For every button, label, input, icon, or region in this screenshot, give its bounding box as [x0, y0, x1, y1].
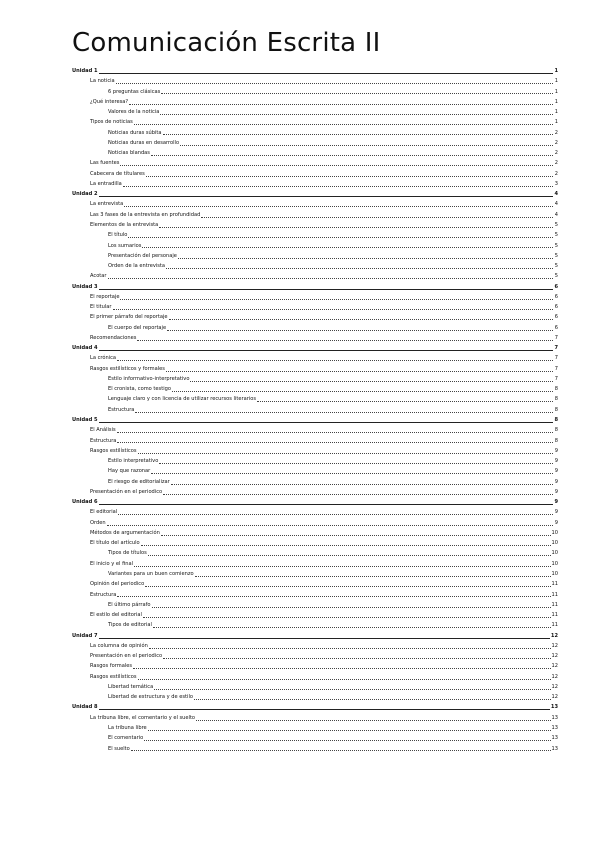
- toc-entry-label: La crónica: [90, 355, 117, 362]
- toc-dot-leader: [148, 555, 551, 556]
- toc-entry-label: El primer párrafo del reportaje: [90, 314, 168, 321]
- toc-entry-label: 6 preguntas clásicas: [108, 88, 161, 95]
- toc-page-number: 12: [550, 632, 558, 639]
- toc-entry[interactable]: [72, 312, 558, 322]
- toc-entry[interactable]: [72, 282, 558, 292]
- toc-entry-label: Recomendaciones: [90, 334, 137, 341]
- toc-dot-leader: [99, 350, 553, 351]
- toc-entry[interactable]: [72, 651, 558, 661]
- toc-entry[interactable]: [72, 343, 558, 353]
- toc-dot-leader: [180, 145, 553, 146]
- toc-entry-label: El editorial: [90, 509, 118, 516]
- toc-page-number: 1: [554, 67, 558, 74]
- toc-page-number: 12: [551, 642, 558, 649]
- toc-page-number: 11: [551, 581, 558, 588]
- toc-page-number: 4: [554, 211, 558, 218]
- toc-entry-label: Unidad 7: [72, 632, 98, 639]
- toc-entry-label: Noticias duras en desarrollo: [108, 139, 180, 146]
- toc-page-number: 7: [554, 365, 558, 372]
- toc-entry[interactable]: [72, 271, 558, 281]
- toc-entry[interactable]: [72, 251, 558, 261]
- toc-entry-label: Presentación del personaje: [108, 252, 177, 259]
- toc-dot-leader: [141, 545, 551, 546]
- toc-page-number: 13: [551, 724, 558, 731]
- toc-entry-label: Orden: [90, 519, 106, 526]
- toc-entry-label: Rasgos estilísticos: [90, 673, 137, 680]
- toc-entry-label: El cuerpo del reportaje: [108, 324, 167, 331]
- toc-entry-label: Rasgos formales: [90, 663, 133, 670]
- toc-dot-leader: [151, 473, 553, 474]
- toc-dot-leader: [159, 463, 553, 464]
- toc-entry-label: Tipos de títulos: [108, 550, 147, 557]
- toc-entry-label: La columna de opinión: [90, 642, 148, 649]
- toc-page-number: 10: [551, 550, 558, 557]
- toc-page-number: 9: [554, 468, 558, 475]
- toc-entry-label: Unidad 1: [72, 67, 98, 74]
- toc-page-number: 11: [551, 612, 558, 619]
- toc-page-number: 6: [554, 324, 558, 331]
- toc-dot-leader: [172, 391, 553, 392]
- toc-entry[interactable]: [72, 158, 558, 168]
- toc-entry-label: Métodos de argumentación: [90, 529, 160, 536]
- toc-page-number: 13: [551, 735, 558, 742]
- toc-entry-label: Estructura: [90, 437, 117, 444]
- toc-page-number: 12: [551, 694, 558, 701]
- toc-entry-label: El titular: [90, 304, 112, 311]
- toc-dot-leader: [129, 104, 553, 105]
- toc-dot-leader: [118, 514, 553, 515]
- toc-page-number: 6: [554, 283, 558, 290]
- toc-page-number: 11: [551, 622, 558, 629]
- toc-page-number: 6: [554, 293, 558, 300]
- toc-entry-label: Rasgos estilísticos: [90, 447, 137, 454]
- toc-page-number: 9: [554, 458, 558, 465]
- toc-page-number: 5: [554, 232, 558, 239]
- toc-page-number: 11: [551, 601, 558, 608]
- toc-entry[interactable]: [72, 538, 558, 548]
- toc-dot-leader: [144, 740, 550, 741]
- toc-dot-leader: [107, 525, 553, 526]
- toc-page-number: 10: [551, 529, 558, 536]
- toc-dot-leader: [167, 330, 553, 331]
- toc-dot-leader: [169, 319, 553, 320]
- toc-entry-label: El inicio y el final: [90, 560, 134, 567]
- toc-page-number: 5: [554, 242, 558, 249]
- toc-dot-leader: [146, 176, 553, 177]
- toc-entry[interactable]: [72, 230, 558, 240]
- toc-page-number: 8: [554, 427, 558, 434]
- toc-dot-leader: [108, 278, 553, 279]
- toc-entry-label: Hay que razonar: [108, 468, 151, 475]
- toc-dot-leader: [154, 689, 550, 690]
- toc-dot-leader: [99, 422, 553, 423]
- toc-dot-leader: [123, 186, 553, 187]
- toc-entry[interactable]: [72, 107, 558, 117]
- toc-entry-label: Presentación en el periodico: [90, 488, 163, 495]
- toc-page-number: 8: [554, 406, 558, 413]
- toc-dot-leader: [99, 289, 553, 290]
- toc-entry[interactable]: [72, 333, 558, 343]
- toc-dot-leader: [128, 237, 553, 238]
- toc-entry[interactable]: [72, 169, 558, 179]
- toc-dot-leader: [153, 627, 551, 628]
- toc-entry[interactable]: [72, 292, 558, 302]
- toc-dot-leader: [163, 134, 553, 135]
- toc-entry-label: La tribuna libre, el comentario y el suelto: [90, 714, 196, 721]
- toc-page-number: 7: [554, 375, 558, 382]
- toc-entry-label: Valores de la noticia: [108, 109, 160, 116]
- toc-page-number: 5: [554, 252, 558, 259]
- toc-entry-label: El Análisis: [90, 427, 116, 434]
- toc-entry-label: Unidad 4: [72, 345, 98, 352]
- toc-entry[interactable]: [72, 128, 558, 138]
- toc-entry[interactable]: [72, 518, 558, 528]
- toc-entry[interactable]: [72, 138, 558, 148]
- toc-page-number: 12: [551, 663, 558, 670]
- toc-entry[interactable]: [72, 456, 558, 466]
- toc-entry[interactable]: [72, 713, 558, 723]
- toc-dot-leader: [117, 360, 553, 361]
- toc-dot-leader: [99, 196, 553, 197]
- toc-entry-label: Opinión del periodico: [90, 581, 145, 588]
- toc-entry[interactable]: [72, 672, 558, 682]
- toc-page-number: 9: [554, 478, 558, 485]
- toc-dot-leader: [99, 73, 553, 74]
- toc-page-number: 4: [554, 191, 558, 198]
- toc-entry[interactable]: [72, 559, 558, 569]
- toc-entry[interactable]: [72, 374, 558, 384]
- toc-page-number: 2: [554, 139, 558, 146]
- toc-entry-label: El último párrafo: [108, 601, 151, 608]
- toc-entry[interactable]: [72, 97, 558, 107]
- toc-entry-label: Estructura: [90, 591, 117, 598]
- toc-entry-label: El riesgo de editorializar: [108, 478, 170, 485]
- toc-entry-label: Unidad 3: [72, 283, 98, 290]
- toc-page-number: 11: [551, 591, 558, 598]
- toc-entry-label: Lenguaje claro y con licencia de utilizar recursos literarios: [108, 396, 256, 403]
- toc-page-number: 2: [554, 129, 558, 136]
- toc-dot-leader: [117, 442, 553, 443]
- toc-dot-leader: [171, 484, 553, 485]
- toc-entry-label: Noticias blandas: [108, 150, 150, 157]
- toc-page-number: 2: [554, 170, 558, 177]
- toc-entry[interactable]: [72, 682, 558, 692]
- toc-entry-label: Orden de la entrevista: [108, 263, 166, 270]
- toc-page-number: 5: [554, 221, 558, 228]
- toc-entry[interactable]: [72, 631, 558, 641]
- toc-entry[interactable]: [72, 353, 558, 363]
- toc-page-number: 4: [554, 201, 558, 208]
- toc-entry-label: Acotar: [90, 273, 107, 280]
- toc-page-number: 5: [554, 263, 558, 270]
- toc-dot-leader: [135, 412, 553, 413]
- toc-page-number: 6: [554, 314, 558, 321]
- toc-entry-label: El título: [108, 232, 128, 239]
- toc-entry[interactable]: [72, 364, 558, 374]
- toc-entry[interactable]: [72, 117, 558, 127]
- toc-dot-leader: [194, 699, 551, 700]
- toc-entry-label: Estilo interpretativo: [108, 458, 159, 465]
- toc-dot-leader: [152, 607, 551, 608]
- toc-entry[interactable]: [72, 241, 558, 251]
- toc-dot-leader: [124, 206, 553, 207]
- toc-dot-leader: [137, 340, 553, 341]
- toc-dot-leader: [163, 494, 553, 495]
- toc-dot-leader: [159, 227, 553, 228]
- toc-entry[interactable]: [72, 610, 558, 620]
- toc-page-number: 12: [551, 653, 558, 660]
- toc-dot-leader: [138, 679, 551, 680]
- toc-entry[interactable]: [72, 199, 558, 209]
- toc-page-number: 1: [554, 98, 558, 105]
- toc-entry-label: La entrevista: [90, 201, 124, 208]
- toc-page-number: 8: [554, 417, 558, 424]
- toc-entry[interactable]: [72, 641, 558, 651]
- toc-entry[interactable]: [72, 744, 558, 754]
- toc-entry-label: Noticias duras súbita: [108, 129, 162, 136]
- toc-entry[interactable]: [72, 148, 558, 158]
- toc-dot-leader: [196, 720, 550, 721]
- toc-page-number: 2: [554, 160, 558, 167]
- toc-page-number: 9: [554, 519, 558, 526]
- toc-dot-leader: [117, 596, 550, 597]
- toc-dot-leader: [99, 709, 550, 710]
- toc-entry[interactable]: [72, 189, 558, 199]
- toc-page-number: 10: [551, 560, 558, 567]
- toc-page-number: 10: [551, 540, 558, 547]
- toc-entry-label: Tipos de editorial: [108, 622, 152, 629]
- toc-entry-label: Estructura: [108, 406, 135, 413]
- toc-dot-leader: [161, 535, 551, 536]
- toc-page-number: 3: [554, 180, 558, 187]
- toc-entry-label: Estilo informativo-interpretativo: [108, 375, 190, 382]
- toc-entry[interactable]: [72, 548, 558, 558]
- toc-dot-leader: [145, 586, 550, 587]
- toc-entry[interactable]: [72, 179, 558, 189]
- toc-dot-leader: [99, 504, 553, 505]
- toc-entry-label: Unidad 5: [72, 417, 98, 424]
- page-title: Comunicación Escrita II: [72, 28, 381, 58]
- toc-dot-leader: [163, 658, 550, 659]
- toc-page-number: 13: [551, 745, 558, 752]
- toc-entry-label: Libertad temática: [108, 683, 154, 690]
- toc-entry[interactable]: [72, 87, 558, 97]
- toc-page-number: 1: [554, 88, 558, 95]
- toc-entry[interactable]: [72, 66, 558, 76]
- toc-entry[interactable]: [72, 477, 558, 487]
- toc-entry[interactable]: [72, 600, 558, 610]
- table-of-contents: [72, 66, 558, 754]
- toc-entry-label: La noticia: [90, 78, 115, 85]
- toc-page-number: 8: [554, 396, 558, 403]
- toc-entry[interactable]: [72, 261, 558, 271]
- toc-entry-label: Las 3 fases de la entrevista en profundidad: [90, 211, 201, 218]
- toc-dot-leader: [257, 401, 553, 402]
- toc-entry[interactable]: [72, 220, 558, 230]
- toc-entry-label: El reportaje: [90, 293, 120, 300]
- toc-entry-label: ¿Qué interesa?: [90, 98, 129, 105]
- toc-page-number: 5: [554, 273, 558, 280]
- toc-entry[interactable]: [72, 590, 558, 600]
- toc-entry[interactable]: [72, 702, 558, 712]
- toc-dot-leader: [134, 566, 550, 567]
- toc-entry[interactable]: [72, 620, 558, 630]
- toc-dot-leader: [195, 576, 551, 577]
- toc-dot-leader: [149, 648, 551, 649]
- toc-dot-leader: [151, 155, 553, 156]
- toc-entry-label: Unidad 2: [72, 191, 98, 198]
- toc-entry[interactable]: [72, 466, 558, 476]
- toc-dot-leader: [120, 299, 553, 300]
- toc-page-number: 7: [554, 345, 558, 352]
- toc-entry-label: Rasgos estilísticos y formales: [90, 365, 165, 372]
- toc-entry[interactable]: [72, 210, 558, 220]
- toc-page-number: 7: [554, 355, 558, 362]
- toc-dot-leader: [166, 371, 553, 372]
- toc-page-number: 10: [551, 571, 558, 577]
- toc-entry[interactable]: [72, 395, 558, 405]
- toc-page-number: 7: [554, 334, 558, 341]
- toc-page-number: 9: [554, 447, 558, 454]
- toc-entry-label: Unidad 6: [72, 499, 98, 506]
- toc-entry[interactable]: [72, 733, 558, 743]
- toc-entry[interactable]: [72, 425, 558, 435]
- toc-dot-leader: [113, 309, 553, 310]
- toc-page-number: 9: [554, 499, 558, 506]
- toc-entry[interactable]: [72, 436, 558, 446]
- toc-dot-leader: [161, 93, 553, 94]
- toc-page-number: 12: [551, 673, 558, 680]
- toc-page-number: 8: [554, 437, 558, 444]
- toc-entry-label: Los sumarios: [108, 242, 142, 249]
- toc-page-number: 8: [554, 386, 558, 393]
- toc-dot-leader: [201, 217, 553, 218]
- toc-dot-leader: [178, 258, 553, 259]
- toc-entry[interactable]: [72, 76, 558, 86]
- toc-entry[interactable]: [72, 528, 558, 538]
- toc-entry[interactable]: [72, 579, 558, 589]
- toc-dot-leader: [143, 617, 551, 618]
- toc-entry-label: Unidad 8: [72, 704, 98, 711]
- toc-entry[interactable]: [72, 323, 558, 333]
- toc-entry-label: Las fuentes: [90, 160, 120, 167]
- toc-entry-label: El comentario: [108, 735, 144, 742]
- toc-entry[interactable]: [72, 507, 558, 517]
- toc-entry[interactable]: [72, 302, 558, 312]
- toc-page-number: 13: [550, 704, 558, 711]
- toc-dot-leader: [138, 453, 554, 454]
- toc-page-number: 6: [554, 304, 558, 311]
- toc-entry[interactable]: [72, 405, 558, 415]
- toc-dot-leader: [117, 432, 553, 433]
- toc-entry-label: Presentación en el periodico: [90, 653, 163, 660]
- toc-dot-leader: [99, 638, 550, 639]
- toc-entry[interactable]: [72, 569, 558, 579]
- toc-dot-leader: [116, 83, 553, 84]
- toc-page-number: 9: [554, 488, 558, 495]
- toc-entry-label: La tribuna libre: [108, 724, 147, 731]
- toc-dot-leader: [134, 124, 553, 125]
- toc-entry[interactable]: [72, 384, 558, 394]
- toc-dot-leader: [148, 730, 551, 731]
- toc-entry-label: La entradilla: [90, 180, 122, 187]
- toc-entry-label: El cronista, como testigo: [108, 386, 171, 393]
- toc-page-number: 1: [554, 119, 558, 126]
- toc-dot-leader: [142, 247, 553, 248]
- toc-dot-leader: [120, 165, 553, 166]
- toc-entry-label: Tipos de noticias: [90, 119, 133, 126]
- toc-page-number: 2: [554, 150, 558, 157]
- toc-entry[interactable]: [72, 497, 558, 507]
- toc-dot-leader: [190, 381, 553, 382]
- toc-entry-label: Variantes para un buen comienzo: [108, 571, 194, 577]
- toc-page-number: 13: [551, 714, 558, 721]
- toc-page-number: 1: [554, 109, 558, 116]
- toc-entry[interactable]: [72, 692, 558, 702]
- toc-dot-leader: [160, 114, 553, 115]
- toc-entry-label: Libertad de estructura y de estilo: [108, 694, 193, 701]
- toc-entry-label: El suelto: [108, 745, 130, 752]
- toc-entry[interactable]: [72, 487, 558, 497]
- toc-entry[interactable]: [72, 661, 558, 671]
- toc-entry-label: Cabecera de títulares: [90, 170, 145, 177]
- toc-dot-leader: [131, 750, 551, 751]
- toc-entry-label: Elementos de la entrevista: [90, 221, 159, 228]
- toc-entry[interactable]: [72, 723, 558, 733]
- toc-entry[interactable]: [72, 446, 558, 456]
- toc-entry-label: El título del artículo: [90, 540, 140, 547]
- toc-page-number: 12: [551, 683, 558, 690]
- toc-dot-leader: [166, 268, 553, 269]
- toc-entry-label: El estilo del editorial: [90, 612, 142, 619]
- toc-page-number: 1: [554, 78, 558, 85]
- toc-dot-leader: [133, 668, 550, 669]
- toc-entry[interactable]: [72, 415, 558, 425]
- toc-page-number: 9: [554, 509, 558, 516]
